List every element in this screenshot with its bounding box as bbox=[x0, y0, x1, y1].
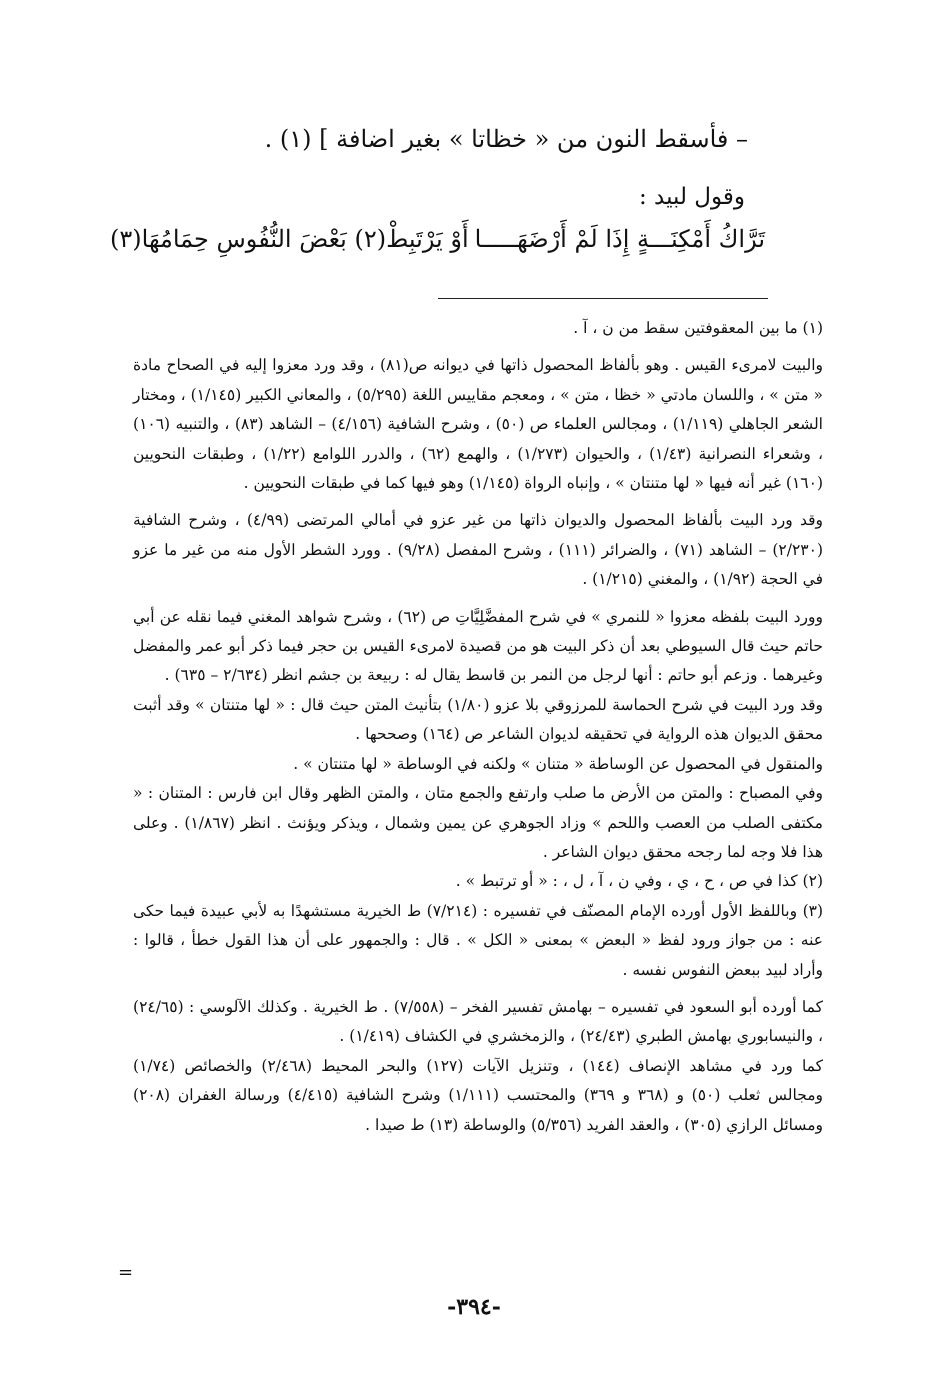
page-number: -٣٩٤- bbox=[447, 1294, 501, 1320]
footnote-3: (٣) وباللفظ الأول أورده الإمام المصنّف في تفسيره : (٧/٢١٤) ط الخيرية مستشهدًا به لأبي عبيدة فيما حكى عنه : من جواز ورود لفظ « البعض » بمعنى « الكل » . قال : والجمهور على أن هذا القول خطأ ، قالوا : وأراد لبيد ببعض النفوس نفسه . bbox=[133, 901, 824, 979]
footnote-paragraph: والبيت لامرىء القيس . وهو بألفاظ المحصول ذاتها في ديوانه ص(٨١) ، وقد ورد معزوا إليه في الصحاح مادة « متن » ، واللسان مادتي « خظا ، متن » ، ومعجم مقاييس اللغة (٥/٢٩٥) ، والمعاني الكبير (١/١٤٥) ، ومختار الشعر الجاهلي (١/١١٩) ، ومجالس العلماء ص (٥٠) ، وشرح الشافية (٤/١٥٦) – الشاهد (٨٣) ، والتنبيه (١٠٦) ، وشعراء النصرانية (١/٤٣) ، والحيوان (١/٢٧٣) ، والهمع (٦٢) ، والدرر اللوامع (١/٢٢) ، وطبقات النحويين (١٦٠) غير أنه فيها « لها متنتان » ، وإنباه الرواة (١/١٤٥) وهو فيها كما في طبقات النحويين . bbox=[133, 356, 823, 493]
main-text-line: – فأسقط النون من « خظاتا » بغير اضافة ] (١) . bbox=[264, 125, 748, 153]
footnote-paragraph: والمنقول في المحصول عن الوساطة « متنان » ولكنه في الوساطة « لها متنتان » . bbox=[293, 754, 823, 773]
footnote-1: (١) ما بين المعقوفتين سقط من ن ، آ . bbox=[573, 319, 823, 337]
footnote-paragraph: وقد ورد البيت في شرح الحماسة للمرزوقي بلا عزو (١/٨٠) بتأنيث المتن حيث قال : « لها متنتان » وقد أثبت محقق الديوان هذه الرواية في تحقيقه لديوان الشاعر ص (١٦٤) وصححها . bbox=[133, 695, 823, 744]
continuation-mark: = bbox=[118, 1262, 134, 1283]
footnote-paragraph: وفي المصباح : والمتن من الأرض ما صلب وارتفع والجمع متان ، والمتن الظهر وقال ابن فارس : المتنان : « مكتفى الصلب من العصب واللحم » وزاد الجوهري عن يمين وشمال ، ويذكر ويؤنث . انظر (١/٨٦٧) . وعلى هذا فلا وجه لما رجحه محقق ديوان الشاعر . bbox=[133, 784, 823, 861]
footnote-paragraph: كما أورده أبو السعود في تفسيره – بهامش تفسير الفخر – (٧/٥٥٨) . ط الخيرية . وكذلك الآلوسي : (٢٤/٦٥) ، والنيسابوري بهامش الطبري (٢٤/٤٣) ، والزمخشري في الكشاف (١/٤١٩) . bbox=[133, 997, 823, 1046]
verse-second-hemistich: أَوْ يَرْتَبِطْ(٢) بَعْضَ النُّفُوسِ حِمَامُهَا(٣) bbox=[110, 225, 469, 253]
footnote-2: (٢) كذا في ص ، ح ، ي ، وفي ن ، آ ، ل ، : « أو ترتبط » . bbox=[455, 872, 823, 891]
verse-introduction: وقول لبيد : bbox=[638, 184, 745, 210]
footnote-separator bbox=[438, 298, 768, 299]
footnote-paragraph: كما ورد في مشاهد الإنصاف (١٤٤) ، وتنزيل الآيات (١٢٧) والبحر المحيط (٢/٤٦٨) والخصائص (١/٧٤) ومجالس ثعلب (٥٠) و (٣٦٨ و ٣٦٩) والمحتسب (١/١١١) وشرح الشافية (٤/٤١٥) ورسالة الغفران (٢٠٨) ومسائل الرازي (٣٠٥) ، والعقد الفريد (٥/٣٥٦) والوساطة (١٣) ط صيدا . bbox=[133, 1056, 824, 1134]
footnote-paragraph: وورد البيت بلفظه معزوا « للنمري » في شرح المفضَّلِيَّاتِ ص (٦٢) ، وشرح شواهد المغني فيما نقله عن أبي حاتم حيث قال السيوطي بعد أن ذكر البيت هو من قصيدة لامرىء القيس بن حجر فيما ذكر أبو عمر والمفضل وغيرهما . وزعم أبو حاتم : أنها لرجل من النمر بن قاسط يقال له : ربيعة بن جشم انظر (٢/٦٣٤ – ٦٣٥) . bbox=[133, 607, 824, 685]
footnote-paragraph: وقد ورد البيت بألفاظ المحصول والديوان ذاتها من غير عزو في أمالي المرتضى (٤/٩٩) ، وشرح الشافية (٢/٢٣٠) – الشاهد (٧١) ، والضرائر (١١١) ، وشرح المفصل (٩/٢٨) . وورد الشطر الأول منه من غير ما عزو في الحجة (١/٩٢) ، والمغني (١/٢١٥) . bbox=[133, 511, 823, 589]
verse-first-hemistich: تَرَّاكُ أَمْكِنَـــةٍ إِذَا لَمْ أَرْضَهَـــــا bbox=[474, 225, 765, 253]
footnotes bbox=[133, 314, 823, 1140]
